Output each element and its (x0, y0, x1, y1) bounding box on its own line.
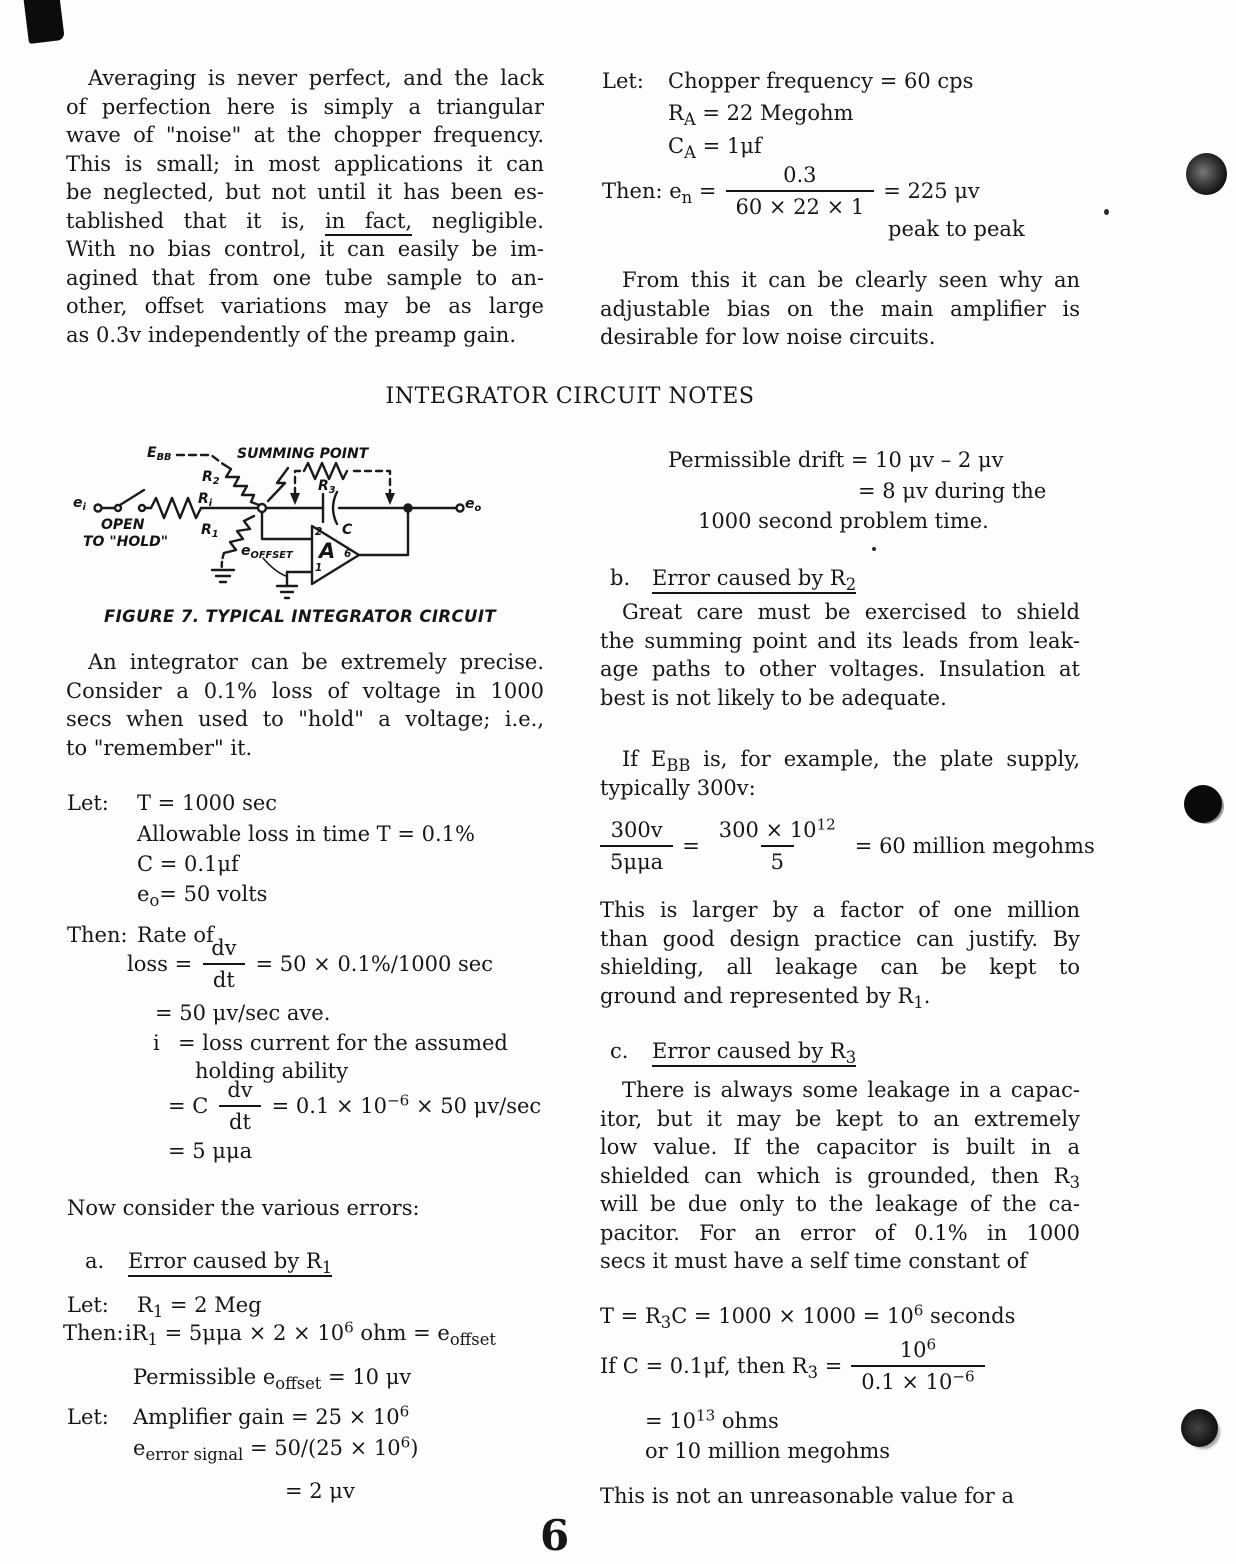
let-label: Let: (67, 1293, 109, 1317)
two-uv-result: = 2 μv (285, 1479, 355, 1503)
r3-fraction: $\frac{10^6}{0.1 \times 10^{-6}}$ (851, 1338, 984, 1394)
ave-line: = 50 μv/sec ave. (155, 1001, 331, 1025)
paragraph-from-this: From this it can be clearly seen why an adjustable bias on the main amplifier is desirable for low noise circuits. (600, 268, 1080, 349)
paragraph-leakage: There is always some leakage in a capac- itor, but it may be kept to an extremely low value. If the capacitor is built in a shielded can which is grounded, then $R_3$ will be due only to the leakage of the ca- pacitor. For an error of 0.1% in 1000 secs it must have a self time constant of (600, 1078, 1080, 1273)
rate-of: Rate of (137, 923, 214, 947)
scan-punch-dot-middle (1184, 785, 1222, 823)
label-ri: $R_i$ (198, 491, 213, 510)
r3-lhs: If C = 0.1μf, then $R_3$ = (600, 1354, 843, 1383)
error-signal-line: $e_{error signal} = 50/(25 \times 10^6)$ (133, 1433, 419, 1465)
now-consider: Now consider the various errors: (67, 1196, 420, 1220)
label-r2: $R_2$ (202, 469, 220, 488)
i-line: = loss current for the assumed (178, 1031, 508, 1055)
scan-speck (1104, 209, 1109, 215)
300v-fraction: $\frac{300v}{\text{5μμa}}$ (600, 818, 673, 874)
megohms-result: = 60 million megohms (854, 834, 1095, 858)
c-lhs: = C (168, 1094, 209, 1118)
scan-artifact-top-left (23, 0, 65, 44)
en-rhs: = 225 μv (883, 179, 980, 203)
loss-rhs: = 50 × 0.1%/1000 sec (255, 952, 493, 976)
megohms-formula (600, 815, 1095, 874)
allowable-loss-line: Allowable loss in time T = 0.1% (137, 822, 475, 846)
page-number: 6 (540, 1511, 570, 1560)
c-line: C = 0.1μf (137, 852, 239, 876)
figure-caption: FIGURE 7. TYPICAL INTEGRATOR CIRCUIT (103, 607, 497, 626)
paragraph-great-care: Great care must be exercised to shield the summing point and its leads from leak- age paths to other voltages. Insulation at best is not likely to be adequate. (600, 600, 1080, 710)
paragraph-larger: This is larger by a factor of one million than good design practice can justify. By shielding, all leakage can be kept to ground and represented by $R_1$. (600, 898, 1080, 1012)
scan-punch-dot-top (1186, 153, 1227, 195)
amplifier-gain-line: Amplifier gain = $25 \times 10^6$ (133, 1402, 410, 1429)
closing-line: This is not an unreasonable value for a (600, 1484, 1015, 1508)
section-a-label: a. (85, 1249, 105, 1273)
paragraph-ebb: If $E_{BB}$ is, for example, the plate supply, typically 300v: (600, 747, 1080, 800)
en-fraction: $\frac{0.3}{60 \times 22 \times 1}$ (726, 163, 875, 219)
dvdt-fraction: $\frac{dv}{dt}$ (201, 936, 246, 992)
label-to-hold: TO "HOLD" (83, 534, 169, 550)
paragraph-integrator: An integrator can be extremely precise. Consider a 0.1% loss of voltage in 1000 secs when used to "hold" a voltage; i.e., to "remember" it. (66, 650, 544, 760)
ra-line: $R_A = 22$ Megohm (668, 101, 854, 130)
loss-formula (127, 936, 493, 992)
label-pin-2: 2 (315, 526, 323, 538)
drift-line-2: = 8 μv during the (858, 479, 1047, 503)
label-eo: $e_o$ (465, 496, 482, 515)
label-pin-6: 6 (344, 548, 352, 560)
scan-punch-dot-bottom (1181, 1409, 1218, 1447)
loss-lhs: loss = (127, 952, 193, 976)
drift-line-3: 1000 second problem time. (698, 509, 989, 533)
section-b-label: b. (610, 566, 631, 590)
label-ebb: $E_{BB}$ (147, 445, 172, 464)
page-title: INTEGRATOR CIRCUIT NOTES (385, 384, 755, 409)
section-b-title: Error caused by $R_2$ (652, 566, 857, 595)
label-capacitor: C (342, 522, 353, 538)
en-lhs: Then: $e_n$ = (602, 179, 717, 208)
figure-integrator-circuit (55, 438, 575, 643)
label-r1: $R_1$ (201, 522, 219, 541)
label-amplifier: A (319, 539, 336, 563)
r3-formula (600, 1335, 994, 1394)
label-e-offset: $e_{OFFSET}$ (241, 543, 293, 562)
label-open: OPEN (101, 517, 145, 533)
five-uua-result: = 5 μμa (168, 1139, 253, 1163)
let-label: Let: (67, 1405, 109, 1429)
section-a-title: Error caused by $R_1$ (128, 1249, 333, 1278)
eo-line: $e_o= 50$ volts (137, 882, 268, 911)
scan-speck (872, 547, 876, 551)
section-c-label: c. (610, 1039, 629, 1063)
ir1-line: $iR_1 = 5\mu\mu a \times 2 \times 10^6$ ohm = $e_{offset}$ (125, 1318, 496, 1350)
permissible-eoffset: Permissible $e_{offset} = 10$ μv (133, 1365, 412, 1394)
label-pin-1: 1 (315, 562, 323, 574)
label-r3: $R_3$ (318, 478, 336, 497)
label-summing-point: SUMMING POINT (237, 446, 369, 462)
drift-line-1: Permissible drift = 10 μv – 2 μv (668, 448, 1004, 472)
c-dvdt-formula (168, 1078, 541, 1134)
holding-ability: holding ability (195, 1059, 349, 1083)
dvdt-fraction-2: $\frac{dv}{dt}$ (217, 1078, 262, 1134)
then-label: Then: (63, 1321, 124, 1345)
then-label: Then: (67, 923, 128, 947)
en-formula (602, 163, 980, 219)
paragraph-averaging: Averaging is never perfect, and the lack of perfection here is simply a triangular wave of "noise" at the chopper frequency. This is small; in most applications it can be neglected, but not until it has been es- tablished that it is, in fact, negligible. With no bias control, it can easily be im- agined that from one tube sample to an- other, offset variations may be as large as 0.3v independently of the preamp gain. (66, 66, 544, 347)
section-c-title: Error caused by $R_3$ (652, 1039, 857, 1068)
r1-value-line: $R_1 = 2$ Meg (137, 1293, 262, 1322)
let-label: Let: (602, 69, 644, 93)
label-ei: $e_i$ (73, 495, 86, 514)
t-line: T = 1000 sec (137, 791, 278, 815)
r3-result-2: or 10 million megohms (645, 1439, 891, 1463)
300e12-fraction: $\frac{300 \times 10^{12}}{5}$ (718, 815, 836, 874)
equals-sign: = (682, 834, 700, 858)
c-rhs: = $0.1 \times 10^{-6} \times 50$ μv/sec (271, 1091, 542, 1118)
ca-line: $C_A = 1\mu f$ (668, 134, 762, 163)
peak-to-peak: peak to peak (888, 217, 1025, 241)
i-label: i (153, 1031, 160, 1055)
let-label: Let: (67, 791, 109, 815)
r3-result-1: = $10^{13}$ ohms (645, 1406, 779, 1433)
chopper-frequency-line: Chopper frequency = 60 cps (668, 69, 974, 93)
time-constant-line: $T = R_3C = 1000 \times 1000 = 10^6$ seconds (600, 1301, 1016, 1333)
